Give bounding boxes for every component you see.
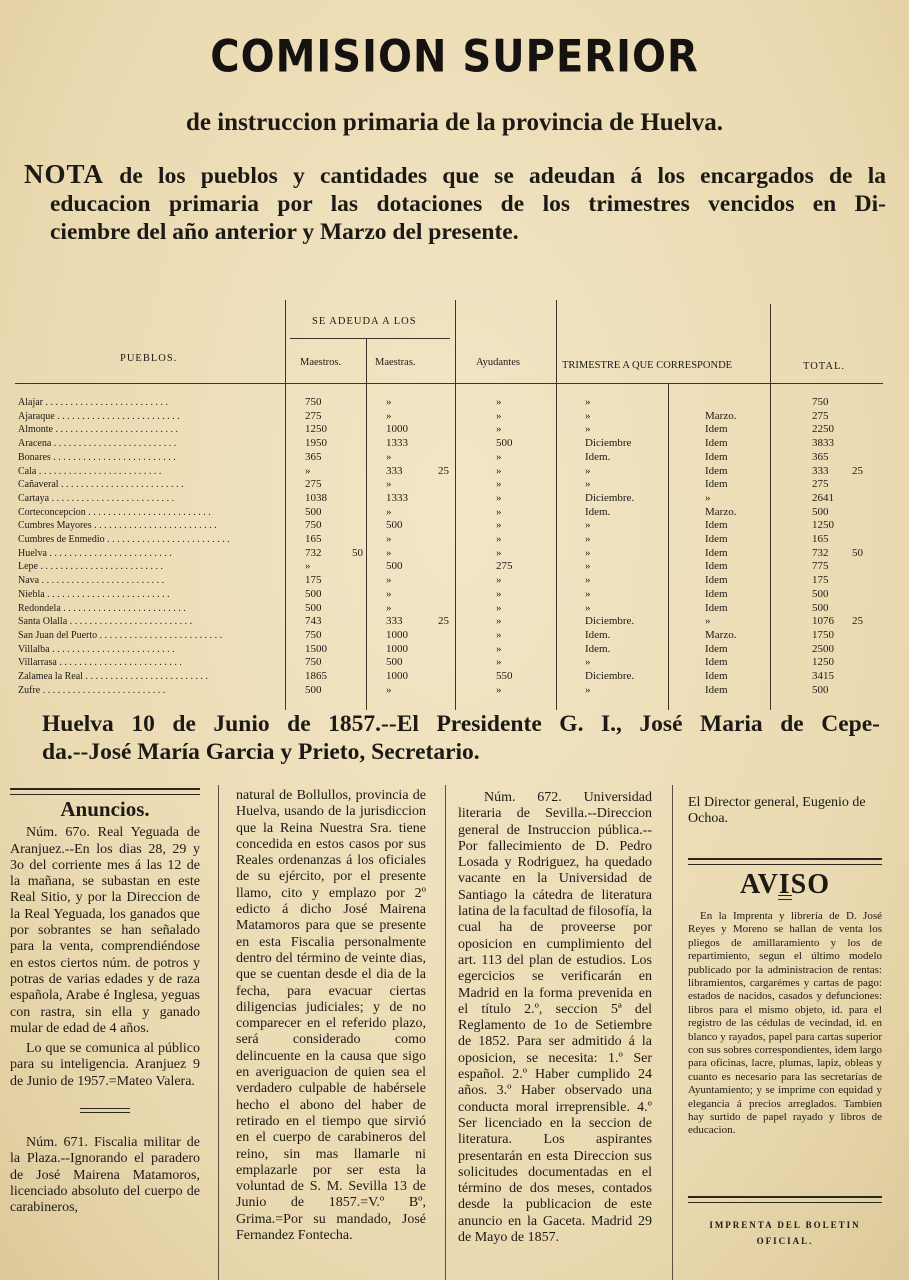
cell-trimestre-diciembre: » bbox=[585, 396, 591, 408]
cell-maestras: » bbox=[386, 450, 392, 463]
cell-total: 2641 bbox=[812, 491, 834, 504]
cell-pueblo: Cumbres de Enmedio . . . . . . . . . . . . . . . . . . . . . . . . . bbox=[18, 534, 230, 545]
cell-pueblo: Bonares . . . . . . . . . . . . . . . . . . . . . . . . . bbox=[18, 451, 176, 463]
cell-trimestre-marzo: Idem bbox=[705, 464, 728, 477]
cell-ayudantes: » bbox=[496, 628, 502, 641]
cell-trimestre-diciembre: » bbox=[585, 464, 591, 477]
cell-trimestre-diciembre: » bbox=[585, 478, 591, 491]
cell-total: 2500 bbox=[812, 642, 834, 655]
cell-ayudantes: » bbox=[496, 409, 502, 422]
cell-maestras: » bbox=[386, 533, 392, 545]
cell-maestros: 500 bbox=[305, 601, 322, 614]
signature-block bbox=[42, 710, 880, 766]
cell-pueblo: Huelva . . . . . . . . . . . . . . . . . . . . . . . . . bbox=[18, 547, 172, 559]
cell-maestros: 1038 bbox=[305, 491, 327, 504]
cell-trimestre-marzo: Idem bbox=[705, 546, 728, 559]
cell-maestras: 1333 bbox=[386, 491, 408, 504]
cell-maestras: 1333 bbox=[386, 437, 408, 450]
cell-trimestre-diciembre: Diciembre. bbox=[585, 491, 635, 504]
cell-trimestre-diciembre: Idem. bbox=[585, 450, 611, 463]
cell-trimestre-diciembre: » bbox=[585, 546, 591, 559]
director-signature: El Director general, Eugenio de Ochoa. bbox=[688, 795, 866, 827]
cell-trimestre-diciembre: » bbox=[585, 683, 591, 696]
cell-trimestre-marzo: Idem bbox=[705, 642, 728, 655]
header-se-adeuda: SE ADEUDA A LOS bbox=[312, 316, 417, 327]
cell-maestros: 750 bbox=[305, 628, 322, 641]
column-rule bbox=[556, 300, 557, 710]
column-divider bbox=[672, 785, 673, 1280]
cell-trimestre-marzo: Idem bbox=[705, 437, 728, 450]
cell-maestros: 500 bbox=[305, 683, 322, 696]
cell-ayudantes: » bbox=[496, 601, 502, 614]
cell-total: 175 bbox=[812, 574, 829, 587]
debt-table bbox=[0, 290, 909, 710]
cell-ayudantes: » bbox=[496, 491, 502, 504]
cell-pueblo: San Juan del Puerto . . . . . . . . . . . . . . . . . . . . . . . . . bbox=[18, 629, 223, 641]
cell-ayudantes: » bbox=[496, 423, 502, 436]
column-rule bbox=[770, 304, 771, 710]
column-1 bbox=[10, 788, 200, 1280]
cell-trimestre-diciembre: » bbox=[585, 601, 591, 614]
cell-ayudantes: » bbox=[496, 519, 502, 532]
notice-672: Núm. 672. Universidad literaria de Sevilla.--Direccion general de Instruccion pública.--Por fallecimiento de D. Pedro Losada y Rodriguez, ha quedado vacante en la Universidad de Santiago la cátedra de literatura latina de la facultad de filosofía, la cual ha de proveerse por oposicion en cumplimiento del art. 113 del plan de estudios. Los egercicios se verificarán en Madrid en la forma prevenida en el título 2.º, seccion 5ª del Reglamento de 1o de Setiembre de 1852. Para ser admitido á la oposicion, se necesita: 1.º Ser español. 2.º Haber cumplido 24 años. 3.º Haber observado una conducta moral irreprensible. 4.º Ser licenciado en la seccion de literatura. Los aspirantes presentarán en esta Direccion sus solicitudes documentadas en el término de dos meses, contados desde la publicacion de este anuncio en la Gaceta. Madrid 29 de Mayo de 1857. bbox=[458, 790, 652, 1246]
cell-total: 2250 bbox=[812, 423, 834, 436]
cell-ayudantes: » bbox=[496, 450, 502, 463]
cell-pueblo: Niebla . . . . . . . . . . . . . . . . . . . . . . . . . bbox=[18, 588, 170, 600]
cell-pueblo: Redondela . . . . . . . . . . . . . . . . . . . . . . . . . bbox=[18, 602, 186, 614]
cell-total: 775 bbox=[812, 560, 829, 573]
cell-trimestre-diciembre: Diciembre. bbox=[585, 615, 635, 628]
cell-trimestre-marzo: Idem bbox=[705, 656, 728, 669]
cell-trimestre-marzo: Idem bbox=[705, 670, 728, 682]
cell-maestras: 500 bbox=[386, 656, 403, 669]
cell-ayudantes: » bbox=[496, 505, 502, 518]
cell-maestras: » bbox=[386, 683, 392, 696]
cell-maestros: 500 bbox=[305, 505, 322, 518]
cell-trimestre-diciembre: Idem. bbox=[585, 505, 611, 518]
cell-maestros: 750 bbox=[305, 519, 322, 532]
se-adeuda-rule bbox=[290, 338, 450, 339]
column-rule bbox=[668, 383, 669, 710]
nota-line-1: de los pueblos y cantidades que se adeudan á los encargados de la bbox=[119, 163, 887, 189]
column-rule bbox=[285, 300, 286, 710]
header-maestras: Maestras. bbox=[375, 357, 416, 368]
cell-ayudantes: » bbox=[496, 656, 502, 669]
cell-maestras: 1000 bbox=[386, 423, 408, 436]
cell-ayudantes: » bbox=[496, 642, 502, 655]
cell-total: 333 bbox=[812, 464, 829, 477]
cell-maestras: 500 bbox=[386, 560, 403, 573]
cell-maestros: 1250 bbox=[305, 423, 327, 436]
cell-pueblo: Cala . . . . . . . . . . . . . . . . . . . . . . . . . bbox=[18, 465, 162, 477]
cell-maestros: 165 bbox=[305, 533, 322, 545]
cell-total: 500 bbox=[812, 683, 829, 696]
cell-trimestre-diciembre: » bbox=[585, 656, 591, 669]
cell-total-cents: 25 bbox=[852, 615, 863, 628]
cell-maestras-cents: 25 bbox=[438, 615, 449, 628]
cell-trimestre-diciembre: Idem. bbox=[585, 628, 611, 641]
cell-ayudantes: » bbox=[496, 478, 502, 491]
cell-trimestre-marzo: » bbox=[705, 491, 711, 504]
cell-maestros: » bbox=[305, 464, 311, 477]
cell-maestras: » bbox=[386, 478, 392, 491]
cell-trimestre-diciembre: Diciembre. bbox=[585, 670, 635, 682]
cell-total: 165 bbox=[812, 533, 829, 545]
cell-maestros-cents: 50 bbox=[352, 546, 363, 559]
cell-maestros: 365 bbox=[305, 450, 322, 463]
cell-trimestre-marzo: Idem bbox=[705, 533, 728, 545]
column-rule bbox=[366, 338, 367, 710]
cell-pueblo: Zalamea la Real . . . . . . . . . . . . . . . . . . . . . . . . . bbox=[18, 671, 208, 682]
cell-maestros: 175 bbox=[305, 574, 322, 587]
aviso-title: AVISO bbox=[739, 868, 831, 900]
nota-keyword: NOTA bbox=[24, 159, 105, 189]
cell-total: 750 bbox=[812, 396, 829, 408]
cell-maestras: 1000 bbox=[386, 628, 408, 641]
cell-maestras: 333 bbox=[386, 615, 403, 628]
cell-ayudantes: » bbox=[496, 396, 502, 408]
cell-total: 3833 bbox=[812, 437, 834, 450]
cell-maestros: 743 bbox=[305, 615, 322, 628]
header-pueblos: PUEBLOS. bbox=[120, 353, 178, 364]
cell-pueblo: Zufre . . . . . . . . . . . . . . . . . . . . . . . . . bbox=[18, 684, 166, 696]
cell-trimestre-marzo: Idem bbox=[705, 601, 728, 614]
cell-ayudantes: » bbox=[496, 615, 502, 628]
column-rule bbox=[455, 300, 456, 710]
cell-total: 1076 bbox=[812, 615, 834, 628]
table-header-rule bbox=[15, 383, 883, 384]
column-2 bbox=[236, 788, 426, 1280]
cell-maestras: » bbox=[386, 505, 392, 518]
cell-total: 275 bbox=[812, 409, 829, 422]
cell-trimestre-marzo: Idem bbox=[705, 423, 728, 436]
column-divider bbox=[445, 785, 446, 1280]
notice-670: Núm. 67o. Real Yeguada de Aranjuez.--En los dias 28, 29 y 3o del corriente mes á las 12 de la mañana, se subastan en este Real Sitio, y por la Direccion de la Real Yeguada, los ganados que por sobrantes se han señalado para la venta, comprendiéndose en estos ciertos núm. de potros y potras de varias edades y de raza española, Arabe é Inglesa, yeguas con rastra, sin ella y ganado mular de edad de 4 años. bbox=[10, 825, 200, 1036]
header-maestros: Maestros. bbox=[300, 357, 342, 368]
page-title: COMISION SUPERIOR bbox=[210, 31, 699, 83]
cell-maestros: 1500 bbox=[305, 642, 327, 655]
cell-trimestre-marzo: Idem bbox=[705, 560, 728, 573]
cell-total: 732 bbox=[812, 546, 829, 559]
cell-trimestre-marzo: Idem bbox=[705, 587, 728, 600]
cell-total: 365 bbox=[812, 450, 829, 463]
cell-ayudantes: 550 bbox=[496, 670, 513, 682]
cell-maestros: 750 bbox=[305, 396, 322, 408]
signature-line-2: da.--José María Garcia y Prieto, Secretario. bbox=[42, 739, 480, 765]
column-divider bbox=[218, 785, 219, 1280]
cell-trimestre-diciembre: » bbox=[585, 587, 591, 600]
cell-trimestre-marzo: Idem bbox=[705, 683, 728, 696]
cell-pueblo: Cartaya . . . . . . . . . . . . . . . . . . . . . . . . . bbox=[18, 492, 175, 504]
cell-total-cents: 25 bbox=[852, 464, 863, 477]
cell-trimestre-diciembre: » bbox=[585, 519, 591, 532]
cell-maestros: 1865 bbox=[305, 670, 327, 682]
cell-pueblo: Aracena . . . . . . . . . . . . . . . . . . . . . . . . . bbox=[18, 438, 177, 450]
nota-line-2: educacion primaria por las dotaciones de los trimestres vencidos en Di- bbox=[50, 191, 886, 217]
cell-maestros: 732 bbox=[305, 546, 322, 559]
cell-ayudantes: 275 bbox=[496, 560, 513, 573]
cell-pueblo: Nava . . . . . . . . . . . . . . . . . . . . . . . . . bbox=[18, 575, 165, 587]
cell-maestras: » bbox=[386, 396, 392, 408]
cell-trimestre-marzo: Marzo. bbox=[705, 628, 737, 641]
cell-ayudantes: » bbox=[496, 587, 502, 600]
cell-maestros: 275 bbox=[305, 478, 322, 491]
cell-maestras: » bbox=[386, 601, 392, 614]
cell-maestros: 750 bbox=[305, 656, 322, 669]
anuncios-title: Anuncios. bbox=[60, 797, 150, 821]
cell-total-cents: 50 bbox=[852, 546, 863, 559]
cell-trimestre-diciembre: » bbox=[585, 533, 591, 545]
double-rule bbox=[688, 858, 882, 865]
cell-trimestre-diciembre: » bbox=[585, 560, 591, 573]
cell-trimestre-diciembre: Idem. bbox=[585, 642, 611, 655]
cell-pueblo: Cañaveral . . . . . . . . . . . . . . . . . . . . . . . . . bbox=[18, 479, 184, 491]
cell-ayudantes: » bbox=[496, 546, 502, 559]
double-rule bbox=[688, 1196, 882, 1203]
cell-total: 500 bbox=[812, 601, 829, 614]
notice-670-closing: Lo que se comunica al público para su inteligencia. Aranjuez 9 de Junio de 1957.=Mateo Valera. bbox=[10, 1041, 200, 1089]
cell-trimestre-marzo: Marzo. bbox=[705, 505, 737, 518]
cell-trimestre-diciembre: Diciembre bbox=[585, 437, 632, 450]
cell-pueblo: Villalba . . . . . . . . . . . . . . . . . . . . . . . . . bbox=[18, 643, 175, 655]
cell-total: 1250 bbox=[812, 519, 834, 532]
cell-maestros: 500 bbox=[305, 587, 322, 600]
cell-ayudantes: » bbox=[496, 533, 502, 545]
cell-total: 500 bbox=[812, 505, 829, 518]
imprenta-footer: IMPRENTA DEL BOLETIN OFICIAL. bbox=[709, 1219, 861, 1247]
nota-line-3: ciembre del año anterior y Marzo del presente. bbox=[50, 219, 519, 245]
cell-pueblo: Santa Olalla . . . . . . . . . . . . . . . . . . . . . . . . . bbox=[18, 616, 193, 628]
aviso-text: En la Imprenta y librería de D. José Reyes y Moreno se hallan de venta los pliegos de amillaramiento y los de repartimiento, segun el último modelo publicado por la administracion de rentas: libramientos, cargarémes y cartas de pago: estados de nacidos, casados y defunciones: libros para el mismo objeto, id. para el registro de las cédulas de vecindad, id. en blanco y rayados, papel para cartas superior con sus sobres correspondientes, idem largo para oficinas, lacre, plumas, lapiz, obleas y cuanto es necesario para las secretarías de Ayuntamiento; y se imprime con equidad y elegancia á precios arreglados. Tambien hay surtido de papel rayado y libros de educacion. bbox=[688, 909, 882, 1137]
cell-maestras: » bbox=[386, 546, 392, 559]
cell-pueblo: Ajaraque . . . . . . . . . . . . . . . . . . . . . . . . . bbox=[18, 410, 180, 422]
cell-ayudantes: 500 bbox=[496, 437, 513, 450]
cell-trimestre-marzo: Idem bbox=[705, 450, 728, 463]
cell-maestras: » bbox=[386, 574, 392, 587]
cell-trimestre-diciembre: » bbox=[585, 574, 591, 587]
cell-ayudantes: » bbox=[496, 464, 502, 477]
cell-maestros: » bbox=[305, 560, 311, 573]
cell-trimestre-diciembre: » bbox=[585, 423, 591, 436]
cell-maestras: 333 bbox=[386, 464, 403, 477]
cell-total: 1750 bbox=[812, 628, 834, 641]
header-trimestre: TRIMESTRE A QUE CORRESPONDE bbox=[562, 360, 733, 371]
nota-heading bbox=[24, 160, 886, 246]
cell-maestras: 1000 bbox=[386, 670, 408, 682]
cell-pueblo: Cumbres Mayores . . . . . . . . . . . . . . . . . . . . . . . . . bbox=[18, 520, 217, 532]
cell-pueblo: Villarrasa . . . . . . . . . . . . . . . . . . . . . . . . . bbox=[18, 657, 182, 669]
cell-total: 1250 bbox=[812, 656, 834, 669]
cell-ayudantes: » bbox=[496, 683, 502, 696]
cell-trimestre-marzo: Idem bbox=[705, 478, 728, 491]
cell-maestras-cents: 25 bbox=[438, 464, 449, 477]
cell-maestras: 1000 bbox=[386, 642, 408, 655]
cell-maestras: » bbox=[386, 587, 392, 600]
column-3 bbox=[458, 790, 652, 1280]
cell-pueblo: Lepe . . . . . . . . . . . . . . . . . . . . . . . . . bbox=[18, 561, 163, 573]
cell-maestros: 1950 bbox=[305, 437, 327, 450]
header-ayudantes: Ayudantes bbox=[476, 357, 520, 368]
cell-ayudantes: » bbox=[496, 574, 502, 587]
cell-total: 500 bbox=[812, 587, 829, 600]
cell-maestras: » bbox=[386, 409, 392, 422]
cell-pueblo: Alajar . . . . . . . . . . . . . . . . . . . . . . . . . bbox=[18, 397, 168, 408]
cell-trimestre-marzo: Marzo. bbox=[705, 409, 737, 422]
signature-line-1: Huelva 10 de Junio de 1857.--El Presidente G. I., José Maria de Cepe- bbox=[42, 711, 880, 737]
cell-total: 275 bbox=[812, 478, 829, 491]
cell-total: 3415 bbox=[812, 670, 834, 682]
cell-trimestre-diciembre: » bbox=[585, 409, 591, 422]
cell-pueblo: Almonte . . . . . . . . . . . . . . . . . . . . . . . . . bbox=[18, 424, 178, 436]
header-total: TOTAL. bbox=[803, 361, 846, 372]
cell-trimestre-marzo: Idem bbox=[705, 574, 728, 587]
notice-671: Núm. 671. Fiscalia militar de la Plaza.--Ignorando el paradero de José Mairena Matamoros, licenciado absoluto del cuerpo de carabineros, bbox=[10, 1135, 200, 1216]
cell-maestras: 500 bbox=[386, 519, 403, 532]
cell-trimestre-marzo: Idem bbox=[705, 519, 728, 532]
notice-671-continued: natural de Bollullos, provincia de Huelva, usando de la jurisdiccion que la Reina Nuestra Sra. tiene concedida en estos casos por sus Reales ordenanzas á los oficiales de su ejército, por el presente llamo, cito y emplazo por 2º edicto á dicho José Mairena Matamoros para que se presente en esta Fiscalia personalmente dentro del término de veinte dias, que se cuentan desde el dia de la fecha, para evacuar ciertas diligencias judiciales; y de no comparecer en el referido plazo, será considerado como delincuente en la causa que sigo en averiguacion de quien sea el verdadero culpable de habérsele hecho el abono del haber de retirado en el tiempo que sirvió en el cuerpo de carabineros del reino, sin mas llamarle ni emplazarle por ser esta la voluntad de S. M. Sevilla 13 de Junio de 1857.=V.º Bº, Grima.=Por su mandado, José Fernandez Fontecha. bbox=[236, 788, 426, 1244]
short-rule bbox=[80, 1108, 130, 1113]
page-subtitle: de instruccion primaria de la provincia de Huelva. bbox=[185, 109, 724, 136]
cell-pueblo: Corteconcepcion . . . . . . . . . . . . . . . . . . . . . . . . . bbox=[18, 506, 211, 518]
double-rule bbox=[10, 788, 200, 795]
cell-trimestre-marzo: » bbox=[705, 615, 711, 628]
cell-maestros: 275 bbox=[305, 409, 322, 422]
column-4 bbox=[688, 795, 882, 1280]
